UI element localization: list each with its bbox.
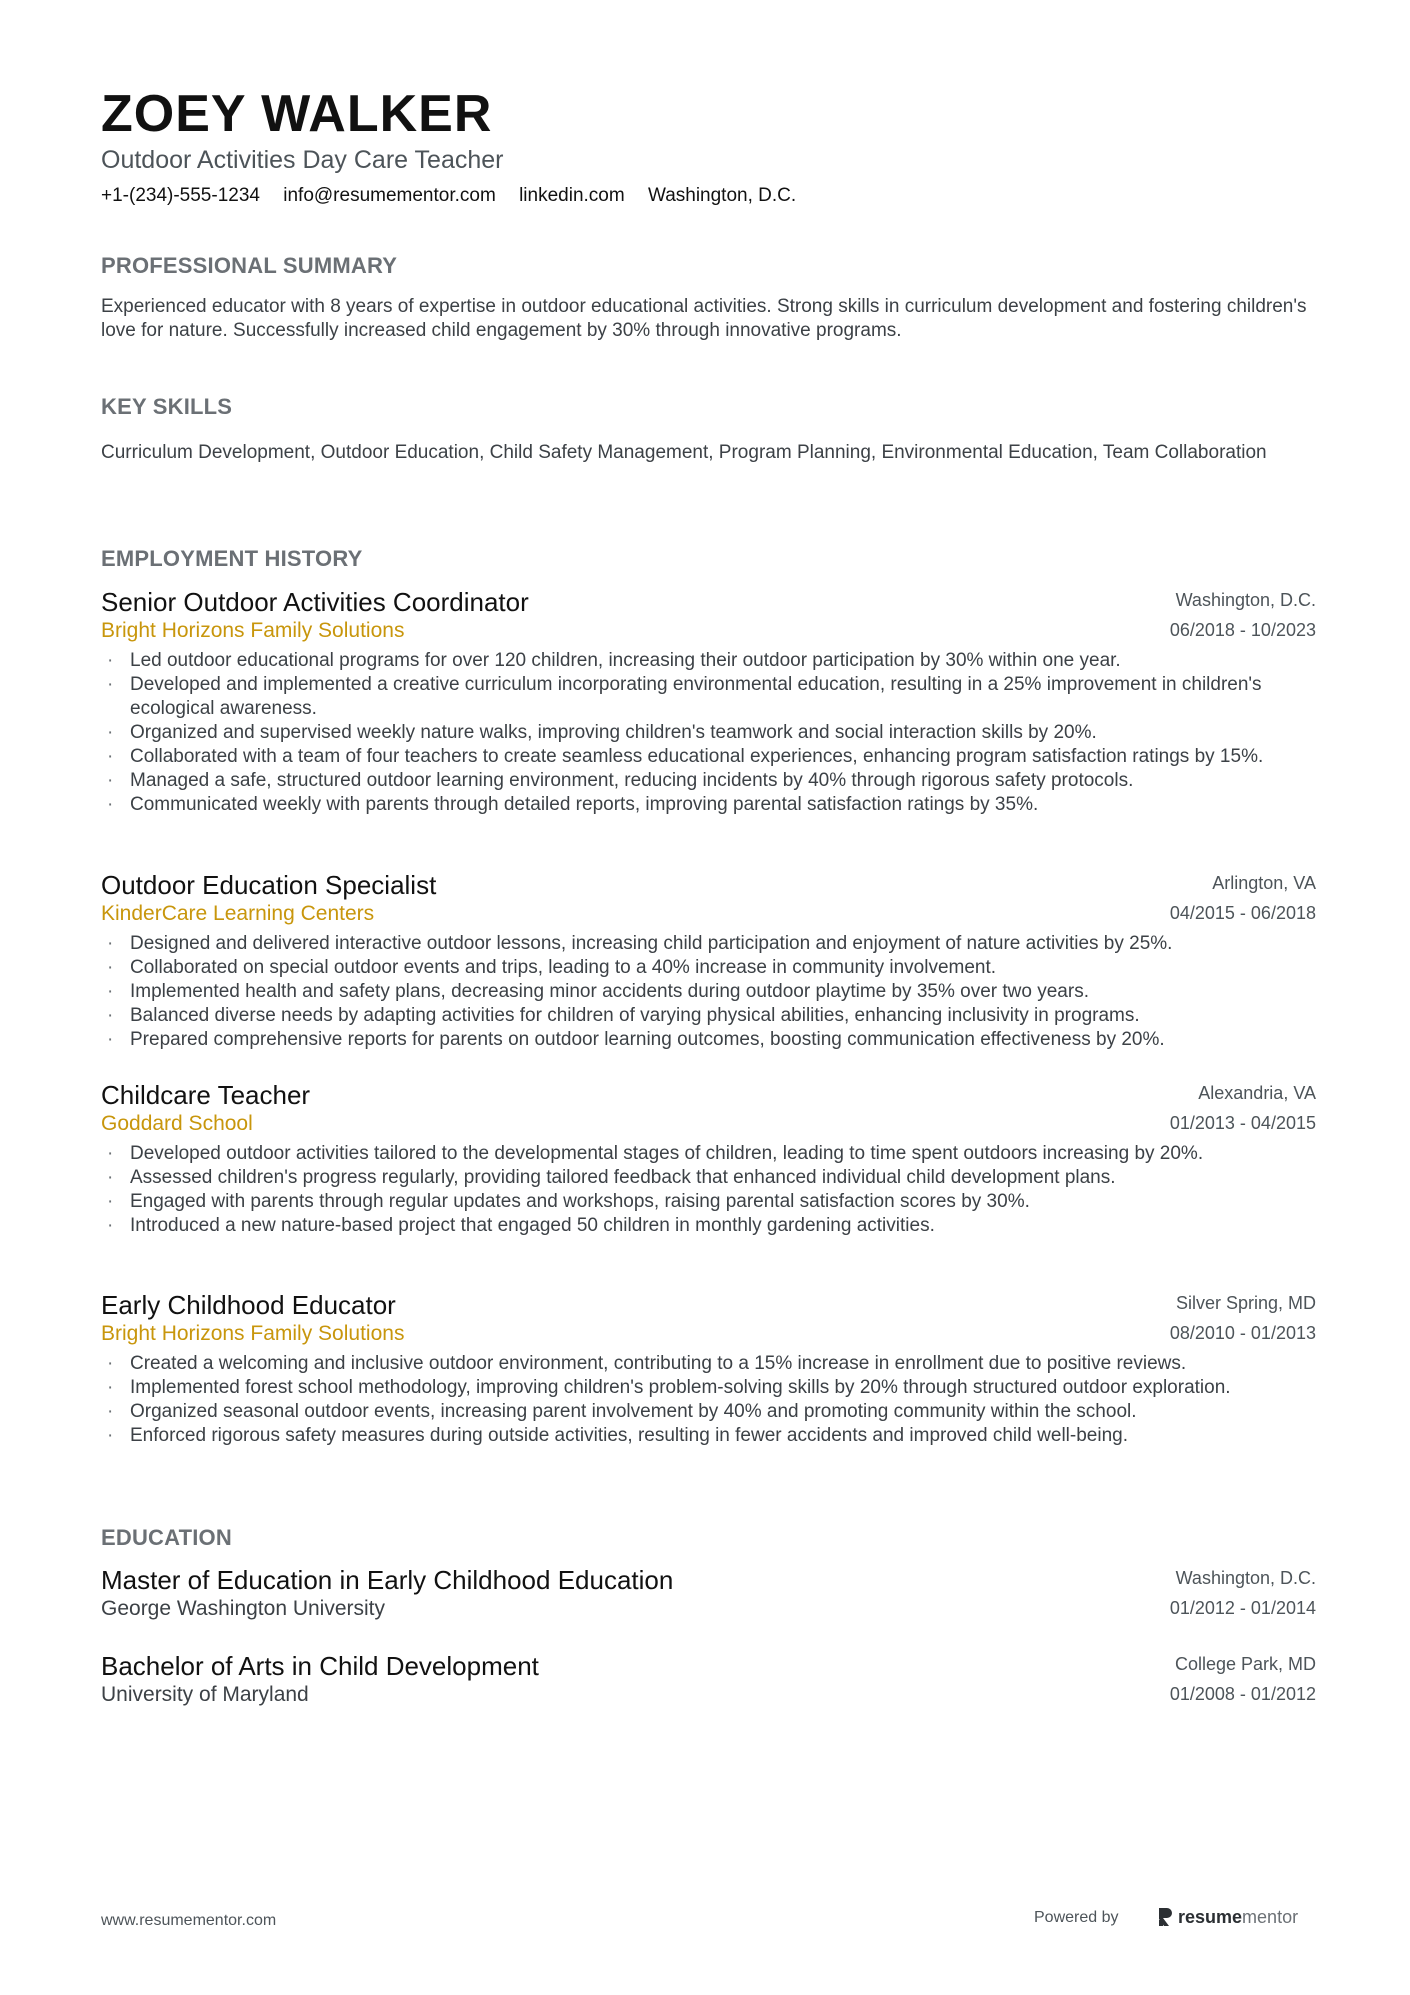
education-degree: Master of Education in Early Childhood Education xyxy=(101,1565,674,1595)
job-bullets xyxy=(101,1352,1316,1448)
job-bullet: · Developed outdoor activities tailored to the developmental stages of children, leading to time spent outdoors increasing by 20%. xyxy=(101,1142,1316,1166)
job-bullet: · Collaborated on special outdoor events and trips, leading to a 40% increase in community involvement. xyxy=(101,956,1316,980)
job-bullet: · Led outdoor educational programs for over 120 children, increasing their outdoor participation by 30% within one year. xyxy=(101,649,1316,673)
job-bullets xyxy=(101,1142,1316,1238)
brand-name-light: mentor xyxy=(1242,1907,1299,1927)
job-bullet: · Engaged with parents through regular updates and workshops, raising parental satisfaction scores by 30%. xyxy=(101,1190,1316,1214)
job-bullet: · Assessed children's progress regularly, providing tailored feedback that enhanced individual child development plans. xyxy=(101,1166,1316,1190)
job-role: Early Childhood Educator xyxy=(101,1290,396,1320)
contact-line xyxy=(101,183,814,209)
candidate-title: Outdoor Activities Day Care Teacher xyxy=(101,146,504,174)
footer-powered-by: Powered by xyxy=(1034,1909,1119,1926)
job-bullets xyxy=(101,649,1316,817)
job-company: Bright Horizons Family Solutions xyxy=(101,1322,405,1345)
footer-brand-logo[interactable] xyxy=(1157,1904,1298,1930)
job-company: Bright Horizons Family Solutions xyxy=(101,619,405,642)
job-bullet: · Implemented health and safety plans, decreasing minor accidents during outdoor playtime by 35% over two years. xyxy=(101,980,1316,1004)
brand-name-strong: resume xyxy=(1178,1907,1243,1927)
job-dates: 06/2018 - 10/2023 xyxy=(1169,620,1316,640)
education-dates: 01/2012 - 01/2014 xyxy=(1169,1598,1316,1618)
job-bullet: · Organized and supervised weekly nature walks, improving children's teamwork and social interaction skills by 20%. xyxy=(101,721,1316,745)
skills-heading: KEY SKILLS xyxy=(101,394,233,419)
job-bullet: · Communicated weekly with parents through detailed reports, improving parental satisfaction ratings by 35%. xyxy=(101,793,1316,817)
job-location: Washington, D.C. xyxy=(1175,590,1316,610)
footer-website-link[interactable]: www.resumementor.com xyxy=(101,1912,277,1929)
job-dates: 04/2015 - 06/2018 xyxy=(1169,903,1316,923)
job-entry xyxy=(101,869,1316,1052)
summary-text: Experienced educator with 8 years of expertise in outdoor educational activities. Strong skills in curriculum development and fostering children's love for nature. Successfully increased child engagement by 30% through innovative programs. xyxy=(101,296,1307,341)
education-degree: Bachelor of Arts in Child Development xyxy=(101,1651,539,1681)
job-bullet: · Designed and delivered interactive outdoor lessons, increasing child participation and enjoyment of nature activities by 25%. xyxy=(101,932,1316,956)
job-role: Childcare Teacher xyxy=(101,1080,311,1110)
job-bullet: · Introduced a new nature-based project that engaged 50 children in monthly gardening activities. xyxy=(101,1214,1316,1238)
job-bullet: · Balanced diverse needs by adapting activities for children of varying physical abilities, enhancing inclusivity in programs. xyxy=(101,1004,1316,1028)
candidate-name: ZOEY WALKER xyxy=(101,85,493,143)
resumementor-logo-icon xyxy=(1157,1906,1173,1928)
job-company: KinderCare Learning Centers xyxy=(101,902,375,925)
job-bullet: · Created a welcoming and inclusive outdoor environment, contributing to a 15% increase in enrollment due to positive reviews. xyxy=(101,1352,1316,1376)
contact-phone: +1-(234)-555-1234 xyxy=(101,185,260,206)
education-heading: EDUCATION xyxy=(101,1525,232,1550)
education-dates: 01/2008 - 01/2012 xyxy=(1169,1684,1316,1704)
education-school: University of Maryland xyxy=(101,1683,309,1706)
job-dates: 08/2010 - 01/2013 xyxy=(1169,1323,1316,1343)
job-bullet: · Managed a safe, structured outdoor learning environment, reducing incidents by 40% through rigorous safety protocols. xyxy=(101,769,1316,793)
job-location: Arlington, VA xyxy=(1212,873,1316,893)
education-school: George Washington University xyxy=(101,1597,386,1620)
employment-heading: EMPLOYMENT HISTORY xyxy=(101,546,363,571)
job-company: Goddard School xyxy=(101,1112,253,1135)
job-bullet: · Collaborated with a team of four teachers to create seamless educational experiences, enhancing program satisfaction ratings by 15%. xyxy=(101,745,1316,769)
job-entry xyxy=(101,1289,1316,1448)
job-role: Senior Outdoor Activities Coordinator xyxy=(101,587,529,617)
education-location: Washington, D.C. xyxy=(1175,1568,1316,1588)
contact-linkedin[interactable]: linkedin.com xyxy=(519,185,625,206)
education-entry xyxy=(101,1650,1316,1710)
contact-email[interactable]: info@resumementor.com xyxy=(283,185,496,206)
job-bullet: · Developed and implemented a creative curriculum incorporating environmental education, resulting in a 25% improvement in children's ecological awareness. xyxy=(101,673,1316,721)
job-dates: 01/2013 - 04/2015 xyxy=(1169,1113,1316,1133)
job-location: Silver Spring, MD xyxy=(1175,1293,1316,1313)
education-location: College Park, MD xyxy=(1174,1654,1316,1674)
job-bullets xyxy=(101,932,1316,1052)
job-bullet: · Implemented forest school methodology, improving children's problem-solving skills by 20% through structured outdoor exploration. xyxy=(101,1376,1316,1400)
job-bullet: · Organized seasonal outdoor events, increasing parent involvement by 40% and promoting community within the school. xyxy=(101,1400,1316,1424)
skills-text: Curriculum Development, Outdoor Education, Child Safety Management, Program Planning, Environmental Education, Team Collaboration xyxy=(101,442,1267,463)
job-entry xyxy=(101,1079,1316,1238)
education-entry xyxy=(101,1564,1316,1624)
job-location: Alexandria, VA xyxy=(1198,1083,1316,1103)
job-entry xyxy=(101,586,1316,817)
job-role: Outdoor Education Specialist xyxy=(101,870,437,900)
job-bullet: · Enforced rigorous safety measures during outside activities, resulting in fewer accidents and improved child well-being. xyxy=(101,1424,1316,1448)
contact-location: Washington, D.C. xyxy=(647,185,797,206)
summary-heading: PROFESSIONAL SUMMARY xyxy=(101,253,398,278)
job-bullet: · Prepared comprehensive reports for parents on outdoor learning outcomes, boosting communication effectiveness by 20%. xyxy=(101,1028,1316,1052)
